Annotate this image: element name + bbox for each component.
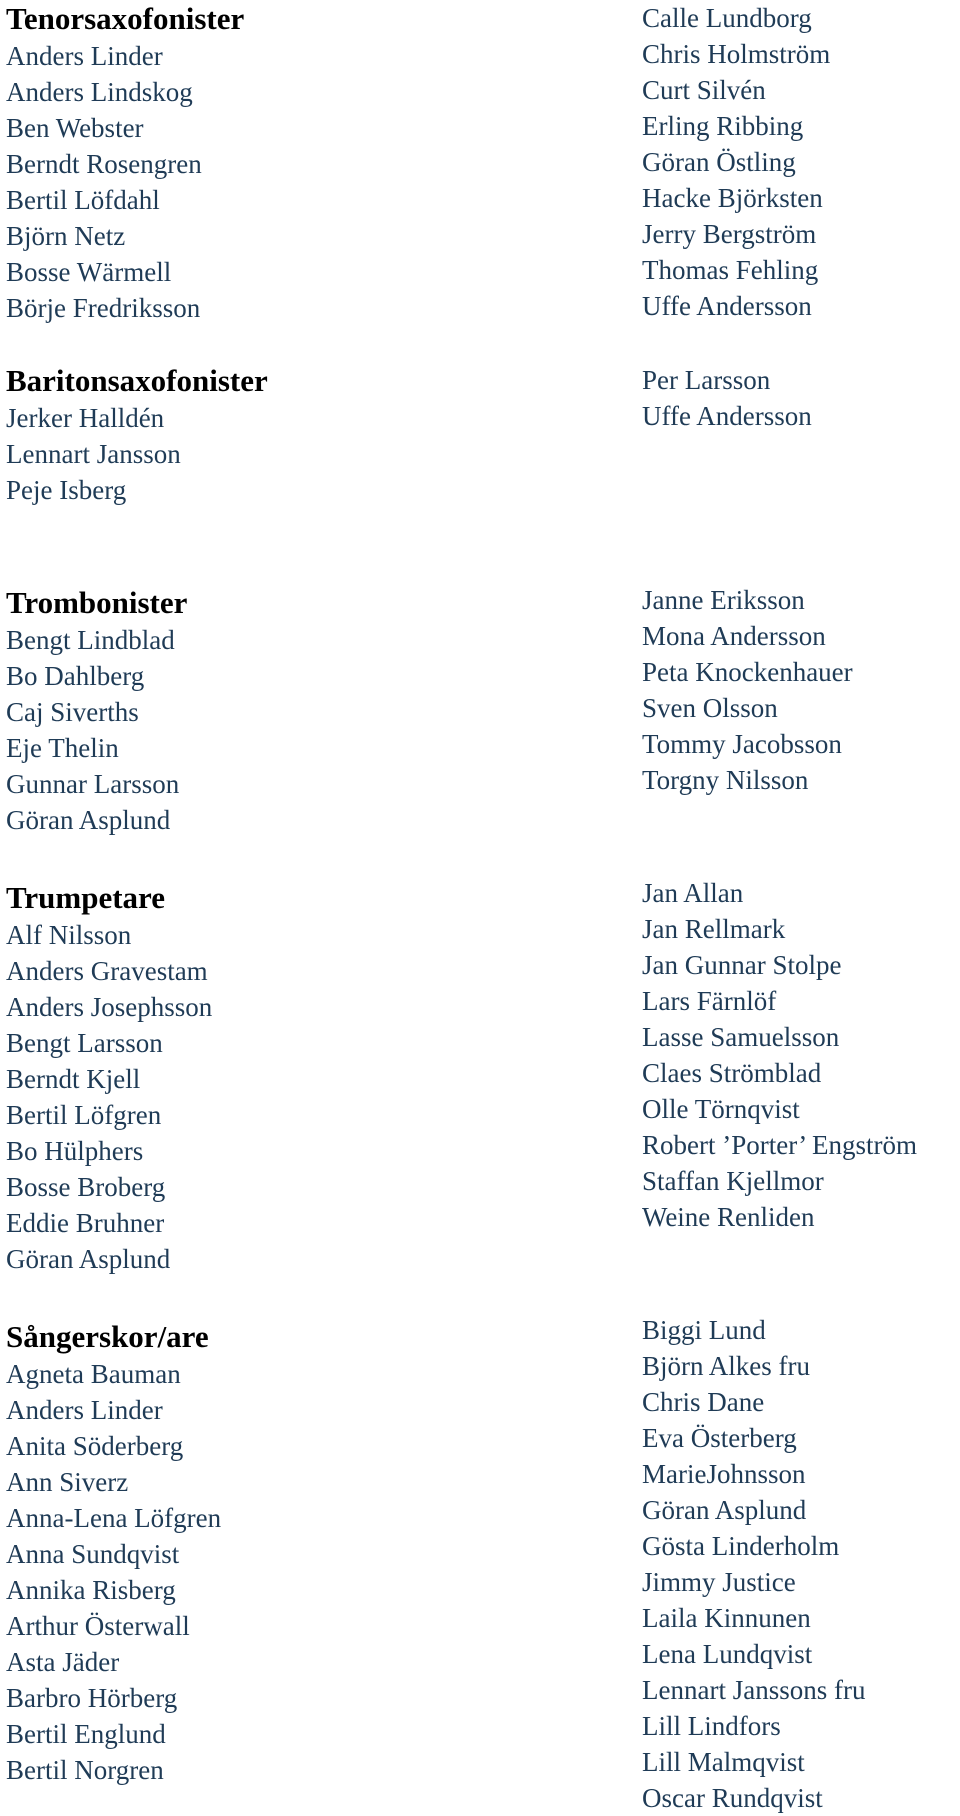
name-left: Anna-Lena Löfgren (6, 1503, 222, 1533)
name-left: Bertil Englund (6, 1719, 166, 1749)
name-right: Calle Lundborg (642, 3, 812, 33)
name-right: Björn Alkes fru (642, 1351, 810, 1381)
name-right: Robert ’Porter’ Engström (642, 1130, 917, 1160)
name-right: Peta Knockenhauer (642, 657, 853, 687)
name-left: Bertil Löfgren (6, 1100, 162, 1130)
name-right: Göran Östling (642, 147, 796, 177)
name-right: Chris Holmström (642, 39, 831, 69)
name-left: Gunnar Larsson (6, 769, 180, 799)
name-right: Mona Andersson (642, 621, 826, 651)
name-left: Lennart Jansson (6, 439, 181, 469)
name-left: Berndt Rosengren (6, 149, 202, 179)
name-right: Janne Eriksson (642, 585, 805, 615)
name-right: Uffe Andersson (642, 401, 812, 431)
name-right: Jerry Bergström (642, 219, 817, 249)
section-heading: Trumpetare (6, 880, 165, 915)
name-right: Lill Malmqvist (642, 1747, 805, 1777)
name-left: Bo Hülphers (6, 1136, 144, 1166)
name-right: Jan Allan (642, 878, 744, 908)
name-left: Anders Gravestam (6, 956, 208, 986)
name-left: Ben Webster (6, 113, 144, 143)
name-left: Anders Josephsson (6, 992, 213, 1022)
name-right: Tommy Jacobsson (642, 729, 842, 759)
name-left: Bengt Lindblad (6, 625, 175, 655)
name-right: Oscar Rundqvist (642, 1783, 823, 1813)
name-left: Barbro Hörberg (6, 1683, 178, 1713)
name-left: Göran Asplund (6, 1244, 171, 1274)
name-right: Weine Renliden (642, 1202, 815, 1232)
name-left: Peje Isberg (6, 475, 127, 505)
name-left: Eje Thelin (6, 733, 119, 763)
name-right: Gösta Linderholm (642, 1531, 840, 1561)
name-right: Jimmy Justice (642, 1567, 796, 1597)
name-left: Anders Lindskog (6, 77, 193, 107)
name-left: Bosse Wärmell (6, 257, 172, 287)
name-right: Lill Lindfors (642, 1711, 781, 1741)
name-right: Torgny Nilsson (642, 765, 809, 795)
name-right: Lasse Samuelsson (642, 1022, 840, 1052)
name-left: Agneta Bauman (6, 1359, 181, 1389)
name-left: Anders Linder (6, 1395, 163, 1425)
name-right: Chris Dane (642, 1387, 765, 1417)
section-heading: Tenorsaxofonister (6, 1, 245, 36)
name-left: Bo Dahlberg (6, 661, 145, 691)
name-right: Eva Österberg (642, 1423, 797, 1453)
name-right: MarieJohnsson (642, 1459, 806, 1489)
name-right: Claes Strömblad (642, 1058, 822, 1088)
name-left: Berndt Kjell (6, 1064, 141, 1094)
name-left: Bertil Löfdahl (6, 185, 160, 215)
name-right: Jan Rellmark (642, 914, 786, 944)
name-right: Göran Asplund (642, 1495, 807, 1525)
name-right: Uffe Andersson (642, 291, 812, 321)
section-heading: Baritonsaxofonister (6, 363, 268, 398)
name-right: Lars Färnlöf (642, 986, 777, 1016)
name-left: Arthur Österwall (6, 1611, 190, 1641)
name-left: Bengt Larsson (6, 1028, 163, 1058)
name-left: Caj Siverths (6, 697, 139, 727)
name-right: Curt Silvén (642, 75, 766, 105)
name-right: Erling Ribbing (642, 111, 804, 141)
name-left: Göran Asplund (6, 805, 171, 835)
name-right: Lena Lundqvist (642, 1639, 813, 1669)
name-left: Björn Netz (6, 221, 126, 251)
name-left: Alf Nilsson (6, 920, 132, 950)
name-left: Asta Jäder (6, 1647, 120, 1677)
name-right: Jan Gunnar Stolpe (642, 950, 842, 980)
name-right: Thomas Fehling (642, 255, 819, 285)
name-right: Lennart Janssons fru (642, 1675, 866, 1705)
name-left: Anita Söderberg (6, 1431, 184, 1461)
name-left: Jerker Halldén (6, 403, 165, 433)
name-right: Biggi Lund (642, 1315, 766, 1345)
name-left: Ann Siverz (6, 1467, 129, 1497)
section-heading: Sångerskor/are (6, 1319, 209, 1354)
name-left: Bertil Norgren (6, 1755, 164, 1785)
name-left: Eddie Bruhner (6, 1208, 165, 1238)
section-heading: Trombonister (6, 585, 188, 620)
name-right: Hacke Björksten (642, 183, 823, 213)
name-left: Börje Fredriksson (6, 293, 201, 323)
name-right: Olle Törnqvist (642, 1094, 800, 1124)
name-left: Anders Linder (6, 41, 163, 71)
name-right: Per Larsson (642, 365, 771, 395)
name-left: Annika Risberg (6, 1575, 176, 1605)
name-right: Laila Kinnunen (642, 1603, 811, 1633)
name-left: Anna Sundqvist (6, 1539, 180, 1569)
name-right: Sven Olsson (642, 693, 778, 723)
name-right: Staffan Kjellmor (642, 1166, 824, 1196)
name-left: Bosse Broberg (6, 1172, 166, 1202)
